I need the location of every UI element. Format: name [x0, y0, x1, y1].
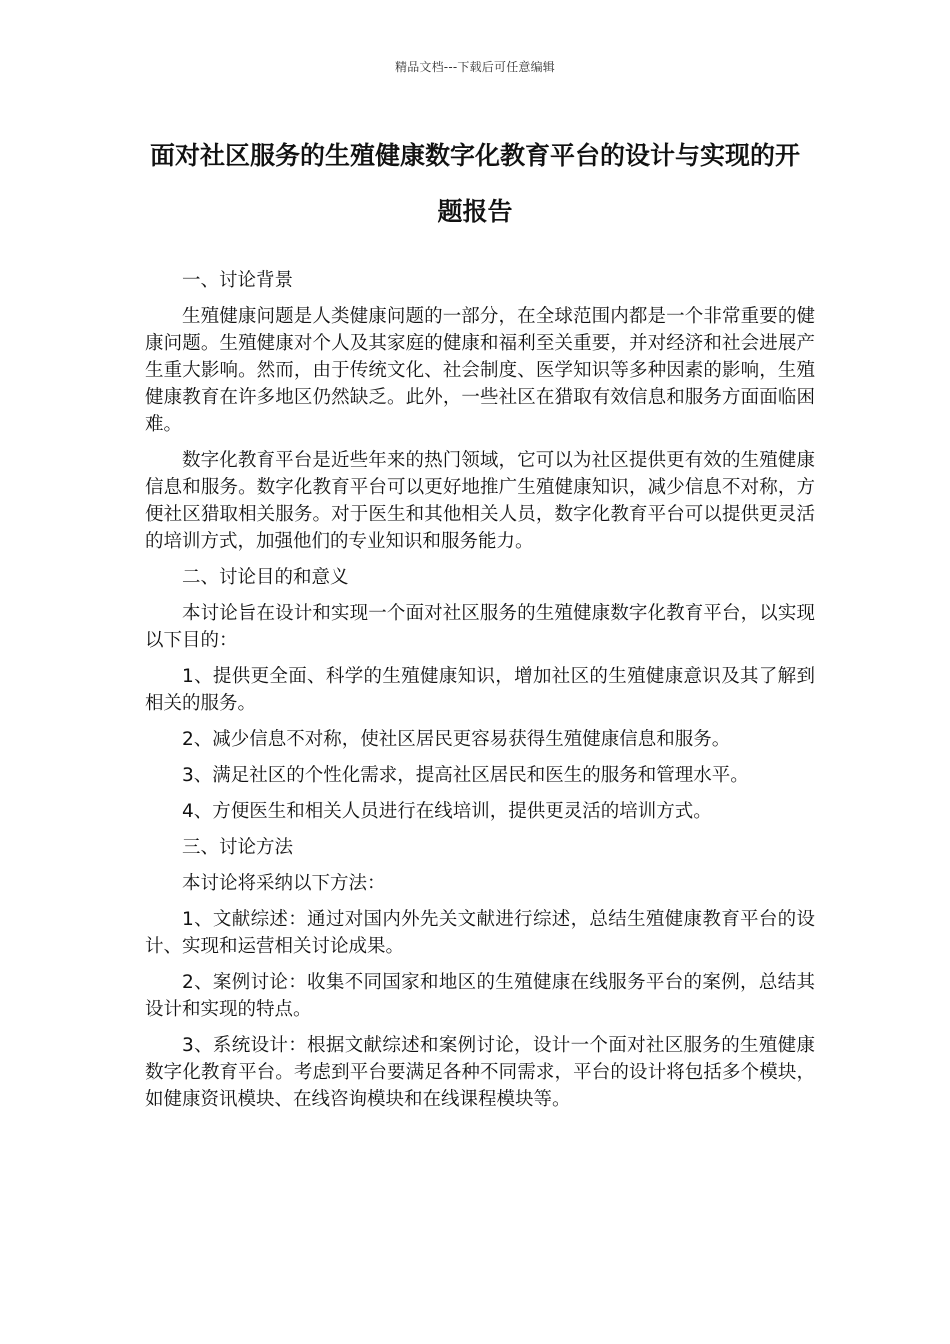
- section-heading-purpose: 二、讨论目的和意义: [182, 567, 349, 588]
- list-item-purpose-3: 3、满足社区的个性化需求，提高社区居民和医生的服务和管理水平。: [182, 765, 749, 786]
- paragraph-methods-intro: 本讨论将采纳以下方法：: [182, 873, 386, 894]
- paragraph-background-1: 生殖健康问题是人类健康问题的一部分，在全球范围内都是一个非常重要的健康问题。生殖健康对个人及其家庭的健康和福利至关重要，并对经济和社会进展产生重大影响。然而，由于传统文化、社会制度、医学知识等多种因素的影响，生殖健康教育在许多地区仍然缺乏。此外，一些社区在猎取有效信息和服务方面面临困难。: [145, 306, 815, 435]
- paragraph-purpose-intro: 本讨论旨在设计和实现一个面对社区服务的生殖健康数字化教育平台，以实现以下目的：: [145, 603, 815, 651]
- list-item-purpose-1: 1、提供更全面、科学的生殖健康知识，增加社区的生殖健康意识及其了解到相关的服务。: [145, 666, 815, 714]
- list-item-method-2: 2、案例讨论：收集不同国家和地区的生殖健康在线服务平台的案例，总结其设计和实现的特点。: [145, 972, 815, 1020]
- list-item-purpose-2: 2、减少信息不对称，使社区居民更容易获得生殖健康信息和服务。: [182, 729, 731, 750]
- section-heading-methods: 三、讨论方法: [182, 837, 294, 858]
- paragraph-background-2: 数字化教育平台是近些年来的热门领域，它可以为社区提供更有效的生殖健康信息和服务。数字化教育平台可以更好地推广生殖健康知识，减少信息不对称，方便社区猎取相关服务。对于医生和其他相关人员，数字化教育平台可以提供更灵活的培训方式，加强他们的专业知识和服务能力。: [145, 450, 815, 552]
- list-item-method-1: 1、文献综述：通过对国内外先关文献进行综述，总结生殖健康教育平台的设计、实现和运营相关讨论成果。: [145, 909, 815, 957]
- header-watermark: 精品文档---下载后可任意编辑: [395, 60, 555, 74]
- list-item-purpose-4: 4、方便医生和相关人员进行在线培训，提供更灵活的培训方式。: [182, 801, 712, 822]
- document-title: 面对社区服务的生殖健康数字化教育平台的设计与实现的开题报告: [149, 141, 800, 226]
- section-heading-background: 一、讨论背景: [182, 270, 294, 291]
- list-item-method-3: 3、系统设计：根据文献综述和案例讨论，设计一个面对社区服务的生殖健康数字化教育平台。考虑到平台要满足各种不同需求，平台的设计将包括多个模块，如健康资讯模块、在线咨询模块和在线课程模块等。: [145, 1035, 815, 1110]
- document-body: [145, 267, 815, 1122]
